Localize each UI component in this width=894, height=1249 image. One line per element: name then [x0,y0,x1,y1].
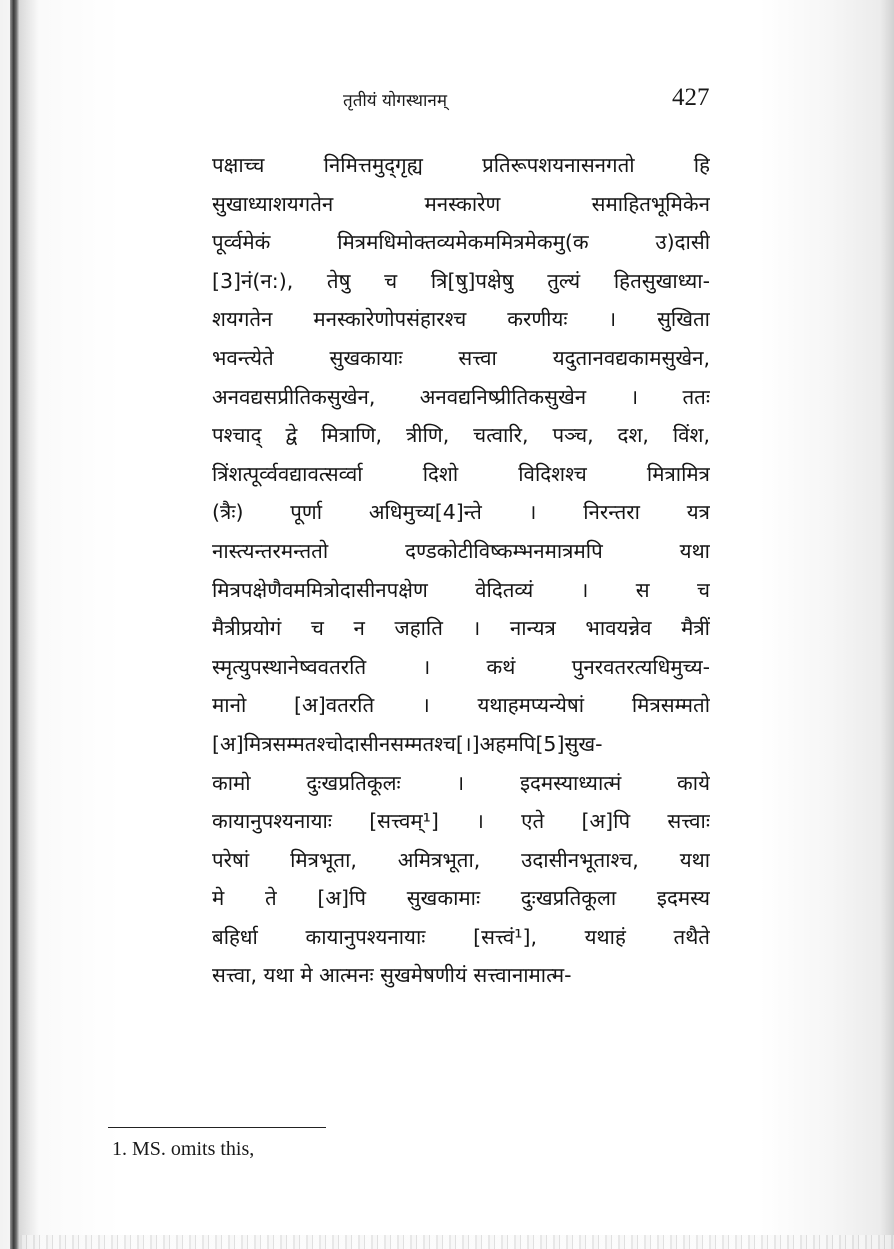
text-line: त्रिंशत्पूर्व्ववद्यावत्सर्व्वा दिशो विदिशश्च मित्रामित्र [212,461,710,486]
text-line: पक्षाच्च निमित्तमुद्‌गृह्य प्रतिरूपशयनासनगतो हि [212,153,710,177]
page-number: 427 [672,84,710,111]
page-edge-shadow [880,0,894,1249]
text-line: परेषां मित्रभूता, अमित्रभूता, उदासीनभूताश्च, यथा [212,847,710,872]
text-line: पश्चाद् द्वे मित्राणि, त्रीणि, चत्वारि, पञ्च, दश, विंश, [212,423,710,448]
text-line: पूर्व्वमेकं मित्रमधिमोक्तव्यमेकममित्रमेकमु(क उ)दासी [212,230,710,255]
text-line: नास्त्यन्तरमन्ततो दण्डकोटीविष्कम्भनमात्रमपि यथा [212,538,710,563]
text-line: स्मृत्युपस्थानेष्ववतरति । कथं पुनरवतरत्यधिमुच्य- [212,654,710,679]
scan-noise-strip [20,1235,894,1249]
text-line: [अ]मित्रसम्मतश्चोदासीनसम्मतश्च[।]अहमपि[5]सुख- [212,731,603,756]
text-line: अनवद्यसप्रीतिकसुखेन, अनवद्यनिष्प्रीतिकसुखेन । ततः [212,384,710,409]
text-line: मैत्रीप्रयोगं च न जहाति । नान्यत्र भावयन्नेव मैत्रीं [212,616,710,641]
footnote: 1. MS. omits this, [112,1138,255,1160]
text-line: सत्त्वा, यथा मे आत्मनः सुखमेषणीयं सत्त्वानामात्म- [212,963,572,988]
text-line: शयगतेन मनस्कारेणोपसंहारश्च करणीयः । सुखिता [212,307,710,332]
text-line: कायानुपश्यनायाः [सत्त्वम्¹] । एते [अ]पि सत्त्वाः [212,809,710,834]
text-line: मानो [अ]वतरति । यथाहमप्यन्येषां मित्रसम्मतो [212,693,710,718]
footnote-divider [108,1127,326,1128]
text-line: कामो दुःखप्रतिकूलः । इदमस्याध्यात्मं काये [212,770,710,795]
main-text-block [212,146,710,995]
text-line: बहिर्धा कायानुपश्यनायाः [सत्त्वं¹], यथाहं तथैते [212,924,710,949]
text-line: भवन्त्येते सुखकायाः सत्त्वा यदुतानवद्यकामसुखेन, [212,345,710,370]
text-line: (त्रैः) पूर्णा अधिमुच्य[4]न्ते । निरन्तरा यत्र [212,500,710,525]
text-line: मे ते [अ]पि सुखकामाः दुःखप्रतिकूला इदमस्य [212,886,710,911]
book-spine [10,0,19,1249]
text-line: मित्रपक्षेणैवममित्रोदासीनपक्षेण वेदितव्यं । स च [212,577,710,602]
running-head: तृतीयं योगस्थानम् [343,91,448,111]
spine-shadow [19,0,39,1249]
text-line: सुखाध्याशयगतेन मनस्कारेण समाहितभूमिकेन [212,191,710,216]
text-line: [3]नं(न:), तेषु च त्रि[षु]पक्षेषु तुल्यं हितसुखाध्या- [212,268,710,293]
